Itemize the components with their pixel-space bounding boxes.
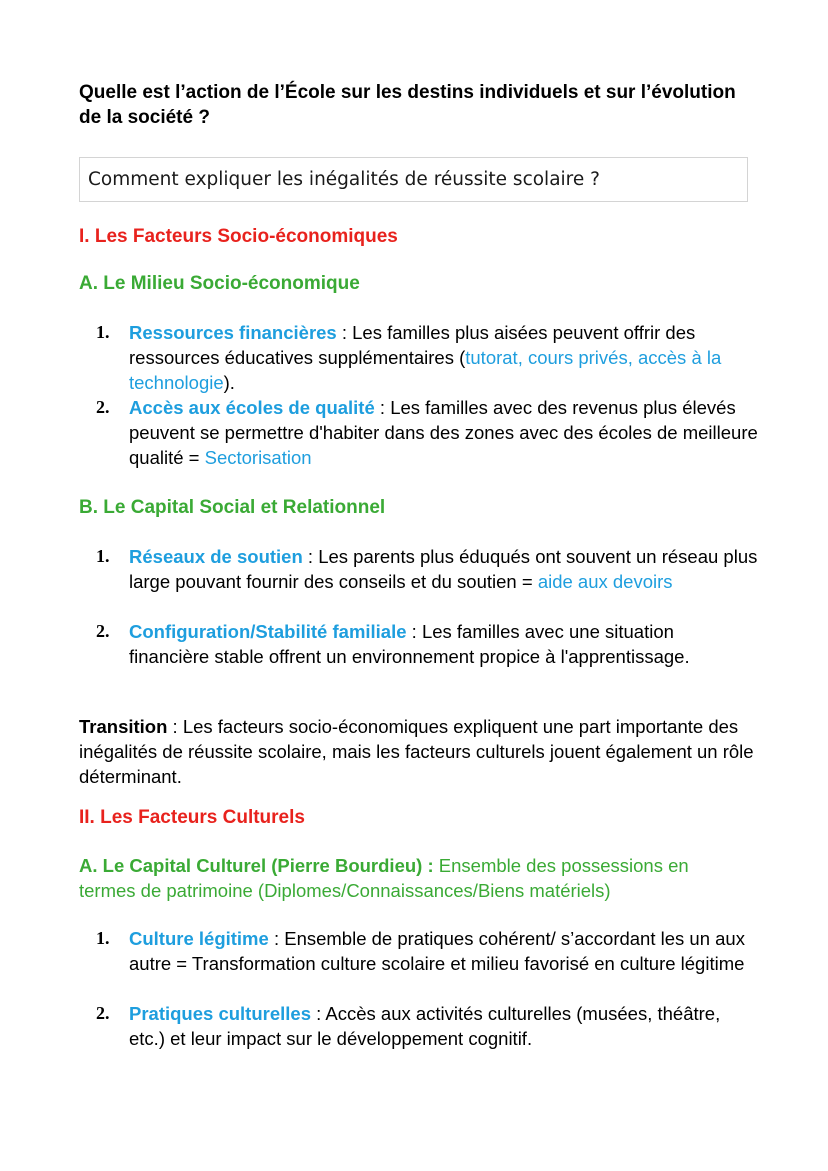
item-separator: : <box>336 322 353 343</box>
list-number: 1. <box>96 546 110 566</box>
item-keyword: Configuration/Stabilité familiale <box>129 621 407 642</box>
item-highlight: aide aux devoirs <box>537 571 673 592</box>
part1-b-heading: B. Le Capital Social et Relationnel <box>79 497 386 518</box>
item-keyword: Réseaux de soutien <box>129 546 303 567</box>
list-number: 1. <box>96 322 110 342</box>
list-item <box>129 619 759 669</box>
transition-text: : Les facteurs socio-économiques expliquent une part importante des inégalités de réussite scolaire, mais les facteurs culturels jouent également un rôle déterminant. <box>79 716 754 787</box>
question-text: Comment expliquer les inégalités de réussite scolaire ? <box>88 169 600 190</box>
part2-a-title: A. Le Capital Culturel (Pierre Bourdieu) : <box>79 855 434 876</box>
list-number: 1. <box>96 928 110 948</box>
item-text: Les parents plus éduqués ont souvent un réseau plus large pouvant fournir des conseils et du soutien = <box>129 546 758 592</box>
transition-label: Transition <box>79 716 168 737</box>
item-separator: : <box>302 546 319 567</box>
item-keyword: Pratiques culturelles <box>129 1003 311 1024</box>
part1-a-heading: A. Le Milieu Socio-économique <box>79 273 360 294</box>
part2-heading: II. Les Facteurs Culturels <box>79 807 305 828</box>
item-text: Les familles avec des revenus plus élevés peuvent se permettre d'habiter dans des zones avec des écoles de meilleure qualité = <box>129 397 758 468</box>
list-item <box>129 1001 739 1051</box>
item-separator: : <box>374 397 391 418</box>
list-item <box>129 320 759 395</box>
item-separator: : <box>310 1003 326 1024</box>
item-separator: : <box>406 621 422 642</box>
part2-a-definition: Ensemble des possessions en termes de patrimoine (Diplomes/Connaissances/Biens matériels) <box>79 855 689 901</box>
part1-heading: I. Les Facteurs Socio-économiques <box>79 226 398 247</box>
list-number: 2. <box>96 397 110 417</box>
transition-paragraph <box>79 714 769 789</box>
list-item <box>129 544 759 594</box>
item-highlight: tutorat, cours privés, accès à la technologie <box>129 347 722 393</box>
item-text: Ensemble de pratiques cohérent/ s’accordant les un aux autre = Transformation culture scolaire et milieu favorisé en culture légitime <box>129 928 745 974</box>
item-keyword: Accès aux écoles de qualité <box>129 397 375 418</box>
item-separator: : <box>268 928 285 949</box>
item-tail: ). <box>223 372 235 393</box>
item-text: Les familles avec une situation financière stable offrent un environnement propice à l'apprentissage. <box>129 621 690 667</box>
question-box <box>79 157 748 202</box>
item-keyword: Culture légitime <box>129 928 269 949</box>
item-highlight: Sectorisation <box>204 447 312 468</box>
list-number: 2. <box>96 1003 110 1023</box>
list-number: 2. <box>96 621 110 641</box>
item-text: Accès aux activités culturelles (musées, théâtre, etc.) et leur impact sur le développement cognitif. <box>129 1003 721 1049</box>
list-item <box>129 926 754 976</box>
part2-a-heading <box>79 853 749 903</box>
document-title: Quelle est l’action de l’École sur les destins individuels et sur l’évolution de la société ? <box>79 82 736 128</box>
item-text: Les familles plus aisées peuvent offrir des ressources éducatives supplémentaires ( <box>129 322 696 368</box>
list-item <box>129 395 759 470</box>
item-keyword: Ressources financières <box>129 322 337 343</box>
